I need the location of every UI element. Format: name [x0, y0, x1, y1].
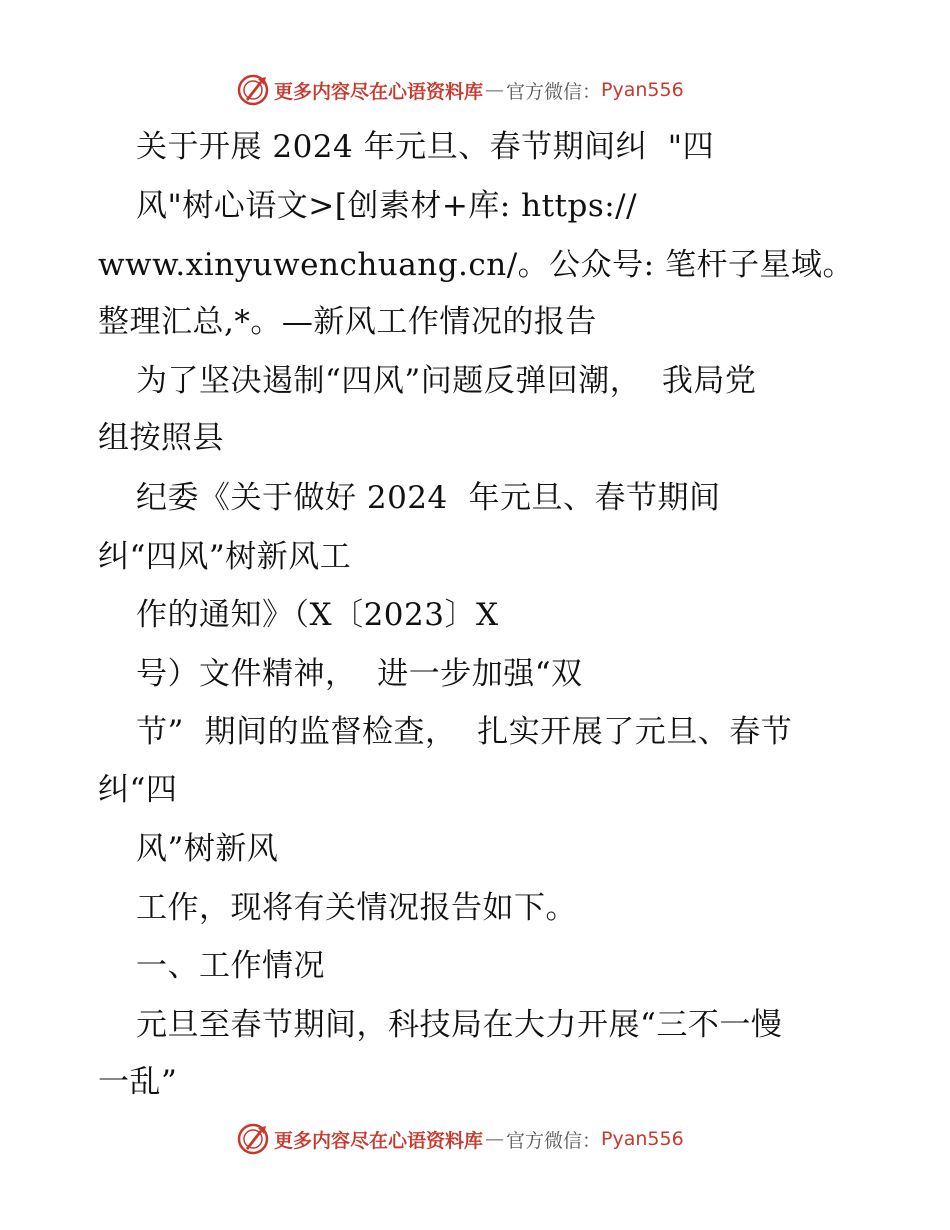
watermark-official-label: 官方微信：	[506, 80, 602, 103]
watermark-wechat-id: Pyan556	[601, 79, 684, 101]
text-line: 关于开展 2024 年元旦、春节期间纠 "四	[136, 129, 715, 165]
text-line: 元旦至春节期间，科技局在大力开展“三不一慢	[136, 1007, 783, 1043]
text-line: 为了坚决遏制“四风”问题反弹回潮， 我局党	[136, 363, 757, 399]
watermark-brand: 更多内容尽在心语资料库	[274, 80, 484, 103]
quill-logo-icon	[236, 1122, 270, 1156]
text-line: 组按照县	[98, 420, 224, 456]
text-line: 纠“四	[98, 772, 178, 808]
text-line: 号）文件精神， 进一步加强“双	[136, 656, 583, 692]
watermark-official-label: 官方微信：	[506, 1129, 602, 1152]
text-line: 风"树心语文>[创素材+库: https://	[136, 188, 638, 224]
watermark-brand: 更多内容尽在心语资料库	[274, 1129, 484, 1152]
watermark-header	[236, 72, 684, 108]
quill-logo-icon	[236, 73, 270, 107]
text-line: 作的通知》（X〔2023〕X	[136, 597, 499, 633]
text-line: 纠“四风”树新风工	[98, 539, 352, 575]
text-line: 一乱”	[98, 1064, 178, 1100]
text-line: 纪委《关于做好 2024 年元旦、春节期间	[136, 480, 721, 516]
text-line: www.xinyuwenchuang.cn/。公众号: 笔杆子星域。	[98, 247, 854, 283]
watermark-dash: —	[485, 79, 505, 101]
watermark-dash: —	[485, 1128, 505, 1150]
text-line: 一、工作情况	[136, 948, 325, 984]
watermark-wechat-id: Pyan556	[601, 1128, 684, 1150]
text-line: 风”树新风	[136, 831, 279, 867]
text-line: 节” 期间的监督检查， 扎实开展了元旦、春节	[136, 714, 793, 750]
text-line: 整理汇总,*。—新风工作情况的报告	[98, 304, 597, 340]
watermark-footer	[236, 1121, 684, 1157]
text-line: 工作，现将有关情况报告如下。	[136, 890, 577, 926]
